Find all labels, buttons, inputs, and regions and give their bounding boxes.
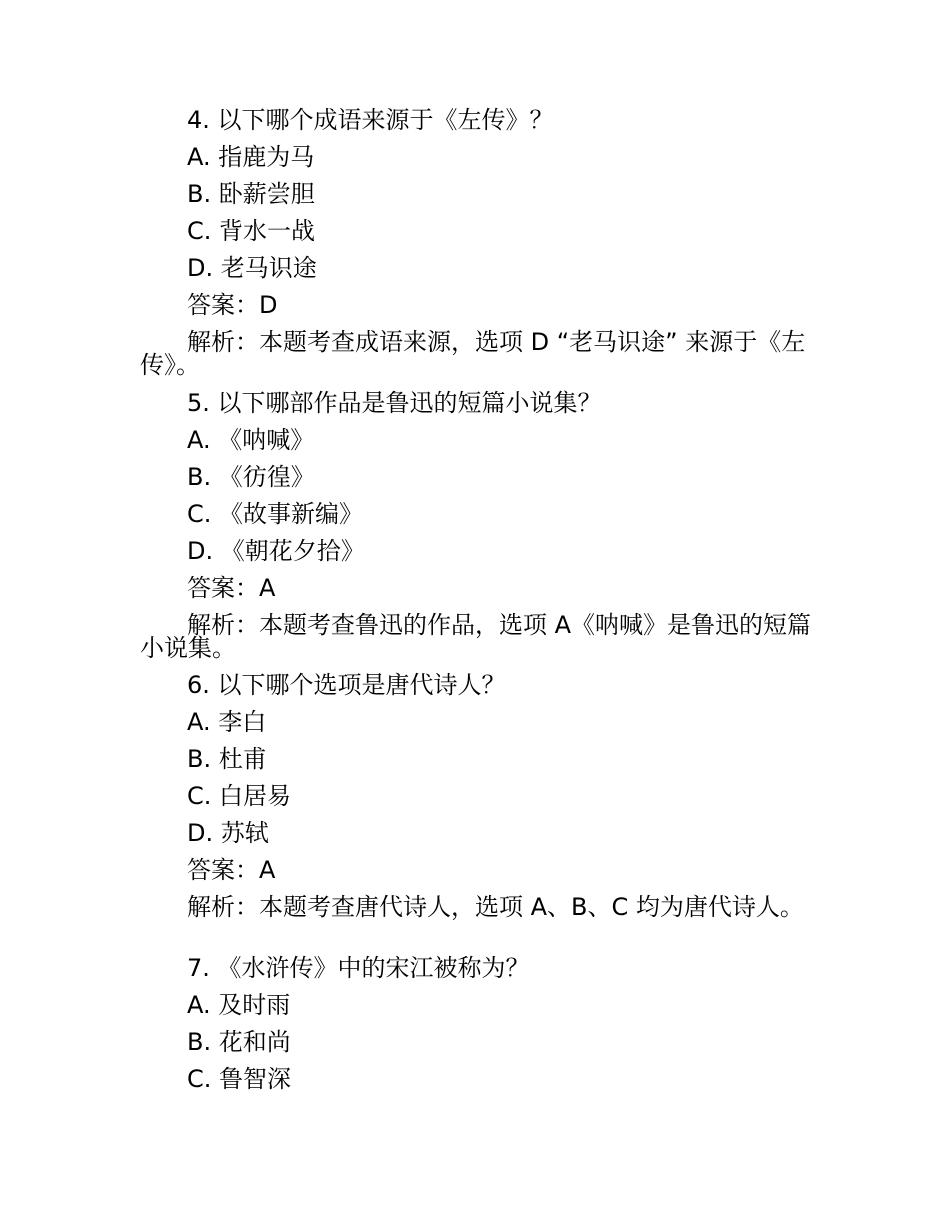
question-5-option-d: D. 《朝花夕拾》: [187, 537, 365, 565]
question-4-option-d: D. 老马识途: [187, 254, 317, 282]
question-6-answer: 答案：A: [187, 856, 276, 884]
question-4-option-c: C. 背水一战: [187, 217, 316, 245]
question-4-analysis: 解析：本题考查成语来源，选项 D “老马识途” 来源于《左传》。: [140, 328, 806, 379]
question-6-option-d: D. 苏轼: [187, 819, 269, 847]
question-7-option-a: A. 及时雨: [187, 991, 291, 1019]
question-7: 7. 《水浒传》中的宋江被称为？: [187, 954, 530, 982]
question-4: 4. 以下哪个成语来源于《左传》？: [187, 106, 554, 134]
question-4-option-b: B. 卧薪尝胆: [187, 180, 315, 208]
question-6: 6. 以下哪个选项是唐代诗人？: [187, 671, 506, 699]
question-4-answer: 答案：D: [187, 291, 278, 319]
question-7-option-b: B. 花和尚: [187, 1028, 291, 1056]
question-4-option-a: A. 指鹿为马: [187, 143, 315, 171]
question-5: 5. 以下哪部作品是鲁迅的短篇小说集？: [187, 389, 602, 417]
question-6-option-a: A. 李白: [187, 708, 267, 736]
question-5-option-a: A. 《呐喊》: [187, 426, 315, 454]
question-5-option-b: B. 《彷徨》: [187, 463, 315, 491]
question-5-analysis: 解析：本题考查鲁迅的作品，选项 A《呐喊》是鲁迅的短篇小说集。: [140, 611, 812, 662]
question-7-option-c: C. 鲁智深: [187, 1065, 292, 1093]
question-6-option-c: C. 白居易: [187, 782, 292, 810]
question-6-option-b: B. 杜甫: [187, 745, 267, 773]
question-5-answer: 答案：A: [187, 574, 276, 602]
question-5-option-c: C. 《故事新编》: [187, 500, 364, 528]
question-6-analysis: 解析：本题考查唐代诗人，选项 A、B、C 均为唐代诗人。: [187, 893, 804, 921]
